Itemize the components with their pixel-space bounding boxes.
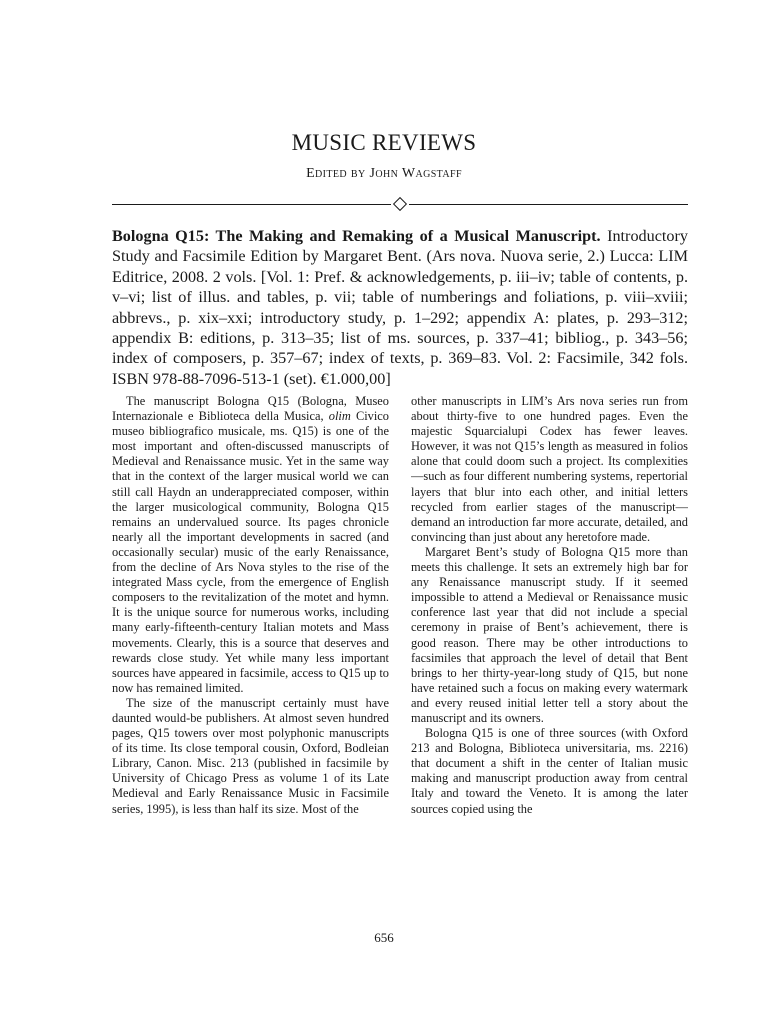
right-column bbox=[411, 394, 688, 904]
paragraph: Bologna Q15 is one of three sources (with Oxford 213 and Bologna, Biblioteca universitaria, ms. 2216) that document a shift in the center of Italian music making and manuscript production away from central Italy and toward the Veneto. It is among the later sources copied using the bbox=[411, 726, 688, 816]
paragraph: Margaret Bent’s study of Bologna Q15 more than meets this challenge. It sets an extremely high bar for any Renaissance manuscript study. If it seemed impossible to attend a Medieval or Renaissance music conference last year that did not include a special ceremony in praise of Bent’s achievement, there is good reason. There may be other introductions to facsimiles that approach the level of detail that Bent brings to her thirty-year-long study of Q15, but none have retained such a focus on making every watermark and every reused initial letter tell a story about the manuscript and its owners. bbox=[411, 544, 688, 725]
diamond-ornament-icon bbox=[393, 197, 407, 211]
paragraph: The size of the manuscript certainly must have daunted would-be publishers. At almost seven hundred pages, Q15 towers over most polyphonic manuscripts of its time. Its close temporal cousin, Oxford, Bodleian Library, Canon. Misc. 213 (published in facsimile by University of Chicago Press as volume 1 of its Late Medieval and Early Renaissance Music in Facsimile series, 1995), is less than half its size. Most of the bbox=[112, 695, 389, 816]
editor-line: Edited by John Wagstaff bbox=[306, 166, 462, 181]
body-columns bbox=[112, 394, 688, 904]
paragraph: The manuscript Bologna Q15 (Bologna, Museo Internazionale e Biblioteca della Musica, olim Civico museo bibliografico musicale, ms. Q15) is one of the most important and often-discussed manuscripts of Medieval and Renaissance music. Yet in the same way that in the context of the larger musical world we can still call Haydn an underappreciated composer, within the larger musicological community, Bologna Q15 remains an undervalued source. Its pages chronicle nearly all the important developments in sacred (and occasionally secular) music of the early Renaissance, from the decline of Ars Nova styles to the rise of the integrated Mass cycle, from the emergence of English composers to the revitalization of the motet and hymn. It is the unique source for numerous works, including many early-fifteenth-century Italian motets and Mass movements. Clearly, this is a source that deserves and rewards close study. Yet while many less important sources have appeared in facsimile, access to Q15 up to now has remained limited. bbox=[112, 394, 389, 695]
ornamental-rule bbox=[112, 195, 688, 215]
review-citation bbox=[112, 226, 688, 389]
book-title: Bologna Q15: The Making and Remaking of a Musical Manuscript. bbox=[112, 227, 601, 245]
citation-details: Introductory Study and Facsimile Edition by Margaret Bent. (Ars nova. Nuova serie, 2.) Lucca: LIM Editrice, 2008. 2 vols. [Vol. 1: Pref. & acknowledgements, p. iii–iv; table of contents, p. v–vi; list of illus. and tables, p. vii; table of numberings and foliations, p. viii–xviii; abbrevs., p. xix–xxi; introductory study, p. 1–292; appendix A: plates, p. 293–312; appendix B: editions, p. 313–35; list of ms. sources, p. 337–41; bibliog., p. 343–56; index of composers, p. 357–67; index of texts, p. 369–83. Vol. 2: Facsimile, 342 fols. ISBN 978-88-7096-513-1 (set). €1.000,00] bbox=[112, 227, 688, 388]
section-title: MUSIC REVIEWS bbox=[291, 130, 477, 155]
italic-term: olim bbox=[328, 409, 351, 424]
page-number: 656 bbox=[374, 930, 394, 945]
left-column bbox=[112, 394, 389, 904]
paragraph-continued: other manuscripts in LIM’s Ars nova series run from about thirty-five to one hundred pages. Even the majestic Squarcialupi Codex has fewer leaves. However, it was not Q15’s length as measured in folios alone that could doom such a project. Its complexities—such as four different numbering systems, repertorial layers that blur into each other, and initial letters recycled from earlier stages of the manuscript—demand an introduction far more accurate, detailed, and convincing than just about any heretofore made. bbox=[411, 394, 688, 544]
rule-line-right bbox=[409, 204, 688, 205]
rule-line-left bbox=[112, 204, 391, 205]
